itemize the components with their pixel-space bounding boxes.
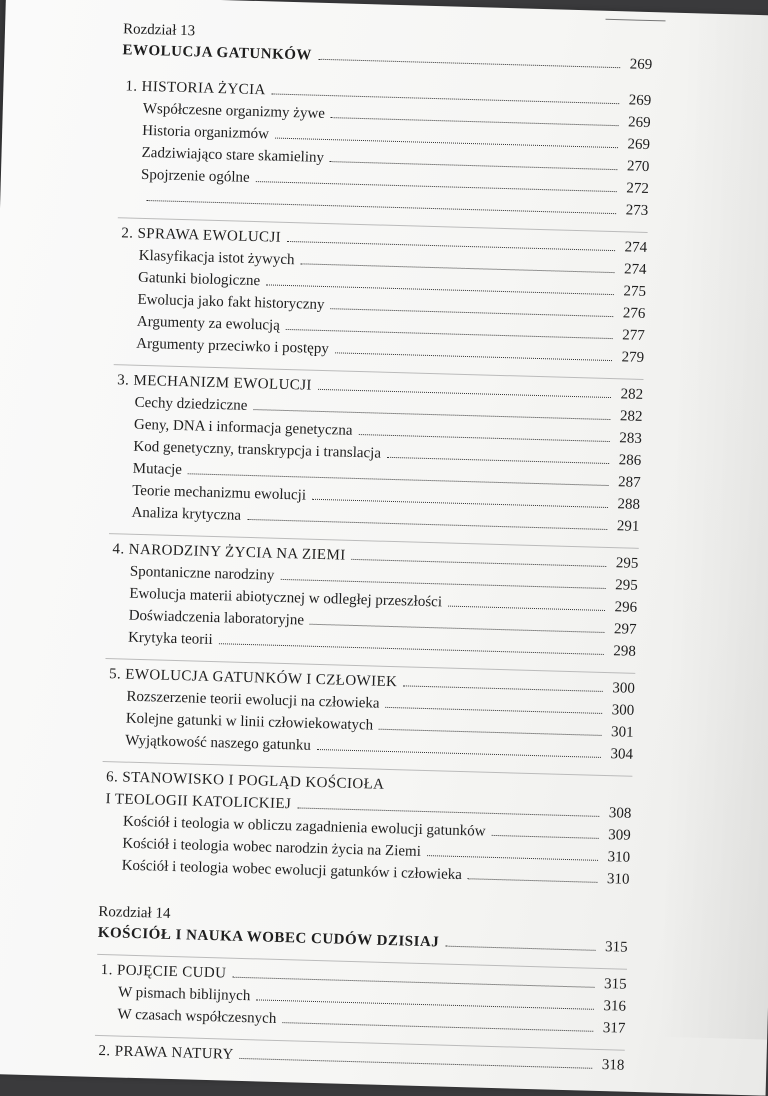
page-number: 300 (611, 702, 635, 719)
dot-leader (218, 643, 603, 655)
page-number: 316 (603, 998, 627, 1015)
section-title: 6. STANOWISKO I POGLĄD KOŚCIOŁA (105, 769, 385, 793)
page-number: 269 (627, 136, 651, 154)
dot-leader (330, 308, 613, 317)
page-number: 274 (624, 239, 648, 256)
section-title: 3. MECHANIZM EWOLUCJI (117, 372, 313, 394)
entry-title: Teorie mechanizmu ewolucji (131, 482, 307, 504)
dot-leader (351, 559, 606, 567)
section-title: 2. SPRAWA EWOLUCJI (121, 225, 282, 246)
section-title: 2. PRAWA NATURY (98, 1042, 234, 1063)
entry-title: Gatunki biologiczne (137, 269, 261, 290)
section-title: 1. POJĘCIE CUDU (100, 962, 227, 982)
dot-leader (385, 707, 602, 714)
entry-title: Współczesne organizmy żywe (142, 100, 326, 122)
entry-title: Analiza krytyczna (131, 504, 242, 524)
entry-title: Cechy dziedziczne (134, 394, 248, 414)
entry-title: Kolejne gatunki w linii człowiekowatych (125, 710, 374, 734)
dot-leader (297, 807, 599, 816)
dot-leader (335, 352, 612, 361)
entry-title: Argumenty za ewolucją (136, 313, 281, 334)
page-number: 310 (606, 871, 630, 888)
section-title: 1. HISTORIA ŻYCIA (125, 78, 266, 99)
dot-leader (331, 117, 619, 126)
dot-leader (318, 389, 611, 398)
page-number: 297 (613, 621, 637, 638)
page-number: 270 (626, 158, 650, 176)
dot-leader (318, 59, 620, 68)
page-number: 304 (610, 746, 634, 763)
page-number: 301 (610, 724, 634, 741)
section-title-continued: I TEOLOGII KATOLICKIEJ (105, 791, 292, 813)
running-head-rule (606, 19, 666, 22)
dot-leader (403, 685, 603, 692)
entry-title: Krytyka teorii (127, 629, 213, 649)
page-number: 298 (613, 643, 637, 660)
page-number: 286 (618, 452, 642, 469)
page-number: 315 (604, 939, 628, 956)
page-number: 269 (627, 114, 651, 132)
page-number: 275 (623, 283, 647, 300)
page-number: 300 (612, 680, 636, 697)
entry-title: Spojrzenie ogólne (140, 166, 250, 186)
entry-title: Wyjątkowość naszego gatunku (124, 732, 312, 754)
entry-title: Kościół i teologia wobec narodzin życia na Ziemi (122, 835, 422, 860)
page-number: 282 (620, 386, 644, 403)
page-number: 295 (615, 555, 639, 572)
dot-leader (317, 749, 601, 758)
entry-title: Argumenty przeciwko i postępy (136, 335, 330, 358)
page-number: 296 (614, 599, 638, 616)
chapter-title: KOŚCIÓŁ I NAUKA WOBEC CUDÓW DZISIAJ (97, 924, 440, 951)
entry-title: W czasach współczesnych (117, 1006, 277, 1027)
dot-leader (310, 624, 605, 633)
chapter-title: EWOLUCJA GATUNKÓW (122, 42, 313, 64)
dot-leader (379, 729, 602, 736)
dot-leader (247, 519, 607, 530)
page-number: 283 (619, 430, 643, 447)
entry-title: Klasyfikacja istot żywych (138, 247, 295, 269)
page-number: 277 (621, 327, 645, 344)
page-number: 318 (601, 1057, 625, 1074)
dot-leader (468, 878, 598, 883)
section-title: 4. NARODZINY ŻYCIA NA ZIEMI (112, 541, 346, 564)
entry-title: Mutacje (132, 460, 183, 479)
section-title: 5. EWOLUCJA GATUNKÓW I CZŁOWIEK (108, 666, 398, 691)
dot-leader (387, 457, 609, 464)
chapter-label: Rozdział 13 (122, 21, 196, 40)
page-number: 317 (602, 1020, 626, 1037)
dot-leader (300, 263, 614, 273)
section-row (98, 1040, 624, 1077)
page-number: 288 (617, 496, 641, 513)
dot-leader (312, 499, 608, 508)
entry-title: Ewolucja jako fakt historyczny (137, 291, 325, 314)
toc-section (114, 217, 648, 369)
page-number: 287 (617, 474, 641, 491)
dot-leader (146, 200, 616, 214)
toc-section (94, 1035, 625, 1077)
dot-leader (427, 855, 598, 861)
toc-section (99, 761, 632, 891)
dot-leader (491, 835, 598, 839)
page-number: 274 (623, 261, 647, 278)
chapter-label: Rozdział 14 (98, 903, 171, 922)
dot-leader (358, 434, 609, 442)
page-number: 308 (608, 805, 632, 822)
toc-section (118, 75, 651, 222)
page-number: 273 (625, 202, 649, 220)
toc-section (106, 533, 639, 663)
dot-leader (448, 606, 605, 611)
page-number: 276 (622, 305, 646, 322)
page-number: 310 (607, 849, 631, 866)
toc-section (103, 658, 635, 766)
page-number: 269 (629, 56, 653, 74)
entry-title: Historia organizmów (142, 122, 270, 143)
page-number: 279 (621, 349, 645, 366)
entry-title: Ewolucja materii abiotycznej w odległej przeszłości (129, 585, 443, 611)
toc-section (109, 364, 643, 538)
dot-leader (240, 1058, 593, 1069)
entry-title: Rozszerzenie teorii ewolucji na człowieka (126, 688, 380, 712)
entry-title: Kod genetyczny, transkrypcja i translacja (133, 438, 382, 462)
page-number: 282 (619, 408, 643, 425)
page-number: 295 (615, 577, 638, 594)
dot-leader (445, 946, 595, 951)
entry-title: Geny, DNA i informacja genetyczna (133, 416, 353, 439)
page-number: 315 (603, 976, 627, 993)
page-number: 291 (616, 518, 640, 535)
page-number: 269 (628, 92, 652, 110)
entry-title: Spontaniczne narodziny (129, 563, 275, 584)
entry-title: Zadziwiająco stare skamieliny (141, 144, 325, 166)
entry-title: Doświadczenia laboratoryjne (128, 607, 305, 629)
page-shadow (657, 13, 768, 1040)
page-number: 272 (626, 180, 650, 198)
table-of-contents (94, 19, 653, 1076)
entry-title: Kościół i teologia w obliczu zagadnienia ewolucji gatunków (122, 813, 486, 840)
toc-section (95, 954, 627, 1040)
entry-title: Kościół i teologia wobec ewolucji gatunków i człowieka (121, 857, 463, 884)
page-number: 309 (608, 827, 631, 844)
dot-leader (330, 161, 617, 170)
entry-title: W pismach biblijnych (117, 984, 251, 1005)
